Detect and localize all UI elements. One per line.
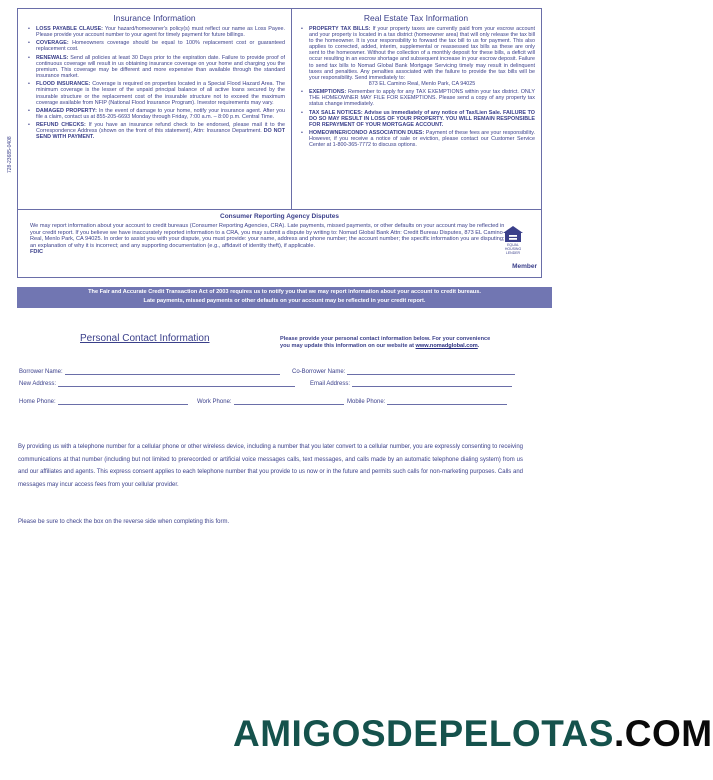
info-box — [17, 8, 542, 278]
insurance-section — [18, 9, 292, 209]
list-item: • EXEMPTIONS: Remember to apply for any TAX EXEMPTIONS within your tax district. ONLY THE HOMEOWNER MAY FILE FOR EXEMPTIONS. Please send a copy of any property tax status change immediately. — [301, 89, 535, 107]
list-item: • PROPERTY TAX BILLS: If your property taxes are currently paid from your escrow account and your property is located in a tax district (homeowner area) that will only release the tax bill to the homeowner. It is your responsibility to forward the tax bill to us for payment. This also applies to corrected, added, interim, supplemental or reassessed tax bills as these are only sent to the homeowner. Without the collection of a monthly deposit for these bills, a deficit will occur resulting in an escrow shortage and subsequent increase in your escrow deposit. Failure to send tax bills to Nomad Global Bank Mortgage Servicing timely may result in delinquent taxes and penalties. Any penalties associated with the failure to provide the tax bills will be your responsibility. Send immediately to: 873 EL Camino Real, Menlo Park, CA 94025 — [301, 26, 535, 87]
list-item: • HOMEOWNER/CONDO ASSOCIATION DUES: Payment of these fees are your responsibility. However, if you receive a notice of sale or eviction, please contact our Customer Service Center at 1-800-365-7772 to discuss options. — [301, 130, 535, 148]
insurance-title: Insurance Information — [113, 13, 196, 23]
page-title: Personal Contact Information — [80, 333, 210, 344]
mobile-phone-field[interactable]: Mobile Phone: — [347, 398, 507, 405]
insurance-list — [18, 26, 291, 141]
equal-housing-lender-logo — [499, 225, 527, 255]
new-address-field[interactable]: New Address: — [19, 380, 295, 387]
reverse-side-note: Please be sure to check the box on the reverse side when completing this form. — [18, 519, 230, 525]
list-item: • TAX SALE NOTICES: Advise us immediately of any notice of Tax/Lien Sale. FAILURE TO DO SO MAY RESULT IN LOSS OF YOUR PROPERTY. YOU WILL REMAIN RESPONSIBLE FOR REPAYMENT OF YOUR MORTGAGE ACCOUNT. — [301, 110, 535, 128]
credit-disputes-body: We may report information about your account to credit bureaus (Consumer Reporting Agencies, CRA). Late payments, missed payments, or other defaults on your account may be reflected in your credit report. If you believe we have inaccurately reported information to a CRA, you may submit a dispute by writing to: Nomad Global Bank Attn: Credit Bureau Disputes, 873 EL Camino Real, Menlo Park, CA 94025. In order to assist you with your dispute, you must provide: your name, address and phone number; the account number; the specific information you are disputing; an explanation of why it is incorrect; and any supporting documentation (e.g., affidavit of identity theft), if applicable. FDIC — [30, 223, 505, 256]
tax-title: Real Estate Tax Information — [363, 13, 469, 23]
credit-disputes-title: Consumer Reporting Agency Disputes — [220, 213, 339, 220]
website-link[interactable]: www.nomadglobal.com — [415, 343, 478, 349]
ehl-text: EQUAL HOUSING LENDER — [504, 243, 522, 255]
member-label: Member — [512, 263, 537, 270]
send-to-address: 873 EL Camino Real, Menlo Park, CA 94025 — [368, 80, 476, 87]
tax-list — [291, 26, 541, 148]
list-item: • FLOOD INSURANCE: Coverage is required on properties located in a Special Flood Hazard Area. The minimum coverage is the lesser of the unpaid principal balance of all active loans secured by the insurable structure or the replacement cost of the insurable structure not to exceed the maximum coverage available from NFIP (National Flood Insurance Program). Investor requirements may vary. — [28, 81, 285, 105]
tax-section — [291, 9, 541, 209]
email-field[interactable]: Email Address: — [310, 380, 512, 387]
watermark-brand: AMIGOSDEPELOTAS.COM — [233, 713, 713, 754]
contact-note: Please provide your personal contact information below. For your convenience you may update this information on our website at www.nomadglobal.com. — [280, 336, 491, 349]
fdic-label: FDIC — [30, 249, 44, 256]
work-phone-field[interactable]: Work Phone: — [197, 398, 344, 405]
home-phone-field[interactable]: Home Phone: — [19, 398, 188, 405]
consent-paragraph: By providing us with a telephone number for a cellular phone or other wireless device, including a number that you later convert to a cellular number, you are expressly consenting to receiving communications at that number (including but not limited to prerecorded or artificial voice messages calls, text messages, and calls made by an automatic telephone dialing system) from us and our affiliates and agents. This express consent applies to each telephone number that you provide to us now or in the future and permits such calls for non-marketing purposes. Calls and messages may incur access fees from your cellular provider. — [18, 444, 523, 488]
list-item: • DAMAGED PROPERTY: In the event of damage to your home, notify your insurance agent. After you file a claim, contact us at 855-205-6693 Monday through Friday, 7:00 a.m. – 8:00 p.m. Central Time. — [28, 108, 285, 120]
borrower-name-field[interactable]: Borrower Name: — [19, 368, 280, 375]
list-item: • LOSS PAYABLE CLAUSE: Your hazard/homeowner's policy(s) must reflect our name as Loss Payee. Please provide your account number to your agent for timely payment for future billings. — [28, 26, 285, 38]
form-code-text: 728-23685-0408 — [7, 136, 13, 173]
list-item: • RENEWALS: Send all policies at least 30 Days prior to the expiration date. Failure to provide proof of continuous coverage will result in us obtaining insurance coverage on your home and charging you the premium. This coverage may be different and more expensive than available through the standard insurance market. — [28, 55, 285, 79]
co-borrower-name-field[interactable]: Co-Borrower Name: — [292, 368, 515, 375]
form-code — [2, 60, 12, 180]
list-item: • COVERAGE: Homeowners coverage should be equal to 100% replacement cost or guaranteed replacement cost. — [28, 40, 285, 52]
house-icon — [502, 225, 524, 243]
section-divider — [18, 209, 541, 210]
list-item: • REFUND CHECKS: If you have an insurance refund check to be endorsed, please mail it to the Correspondence Address (shown on the front of this statement), Attn: Insurance Department. DO NOT SEND WITH PAYMENT. — [28, 122, 285, 140]
fcra-banner: The Fair and Accurate Credit Transaction Act of 2003 requires us to notify you that we may report information about your account to credit bureaus. Late payments, missed payments or other defaults on your account may be reflected in your credit report. — [17, 287, 552, 308]
